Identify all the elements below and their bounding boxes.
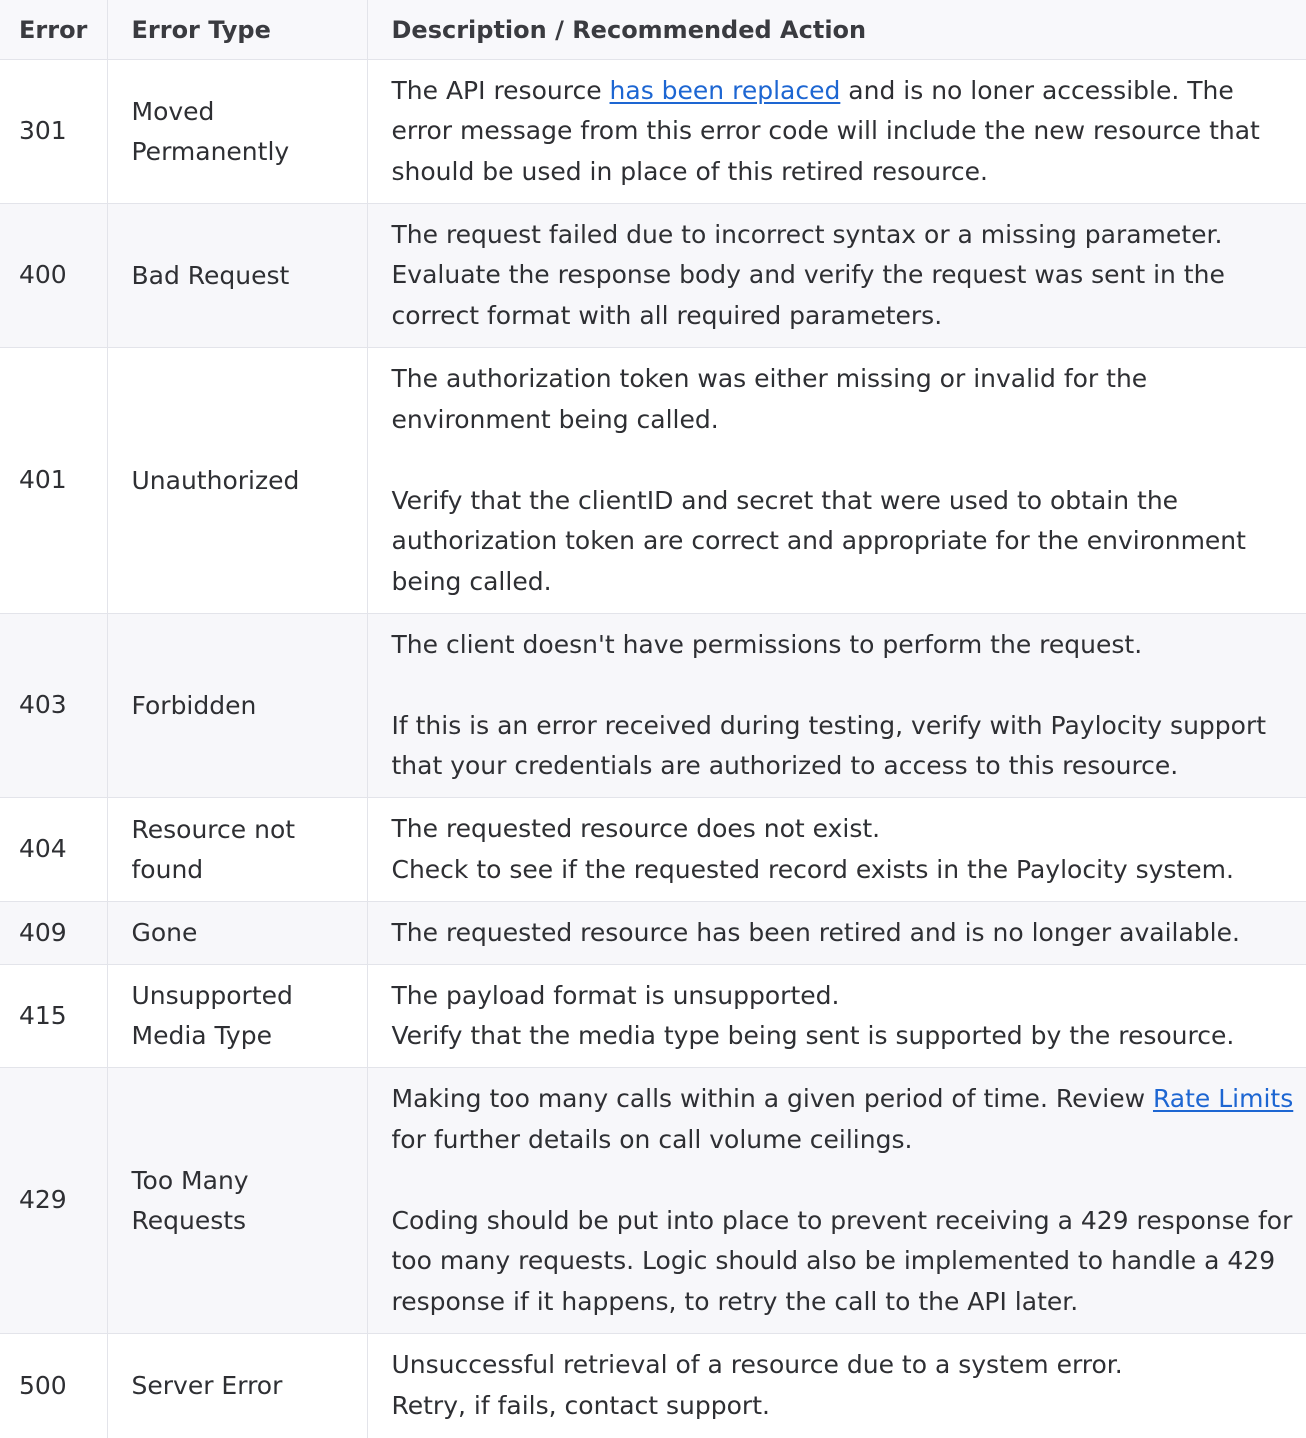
error-type: Resource not found — [107, 798, 367, 902]
error-code: 409 — [0, 902, 107, 965]
error-description — [367, 1334, 1306, 1438]
error-description — [367, 1068, 1306, 1334]
error-code: 301 — [0, 60, 107, 204]
has-been-replaced-link[interactable]: has been replaced — [609, 75, 841, 105]
description-paragraph: Coding should be put into place to prevent receiving a 429 response for too many requests. Logic should also be implemented to handle a 429 response if it happens, to retry the call to the API later. — [391, 1205, 1293, 1316]
error-code: 429 — [0, 1068, 107, 1334]
table-row — [0, 204, 1306, 348]
rate-limits-link[interactable]: Rate Limits — [1152, 1084, 1294, 1113]
table-header — [0, 0, 1306, 60]
error-description — [367, 965, 1306, 1068]
description-text: and is no loner accessible. The error message from this error code will include the new resource that should be used in place of this retired resource. — [391, 75, 1260, 186]
table-row — [0, 1334, 1306, 1438]
description-paragraph — [392, 1079, 1303, 1160]
description-paragraph: Verify that the clientID and secret that were used to obtain the authorization token are correct and appropriate for the environment being called. — [391, 485, 1246, 596]
error-description: The requested resource has been retired and is no longer available. — [367, 902, 1306, 965]
description-text: Making too many calls within a given period of time. Review — [391, 1084, 1153, 1113]
description-line: Verify that the media type being sent is supported by the resource. — [391, 1021, 1235, 1050]
error-type: Bad Request — [107, 204, 367, 348]
header-row — [0, 0, 1306, 60]
header-description: Description / Recommended Action — [367, 0, 1306, 60]
paragraph-spacer — [392, 440, 1303, 481]
description-line: Unsuccessful retrieval of a resource due to a system error. — [391, 1350, 1123, 1380]
table-row — [0, 348, 1306, 614]
header-error: Error — [0, 0, 107, 60]
table-row — [0, 902, 1306, 965]
description-text: for further details on call volume ceilings. — [391, 1124, 913, 1154]
error-code: 404 — [0, 798, 107, 902]
paragraph-spacer — [392, 1160, 1303, 1201]
error-description — [367, 60, 1306, 204]
error-description: The request failed due to incorrect syntax or a missing parameter. Evaluate the response body and verify the request was sent in the correct format with all required parameters. — [367, 204, 1306, 348]
error-type: Unauthorized — [107, 348, 367, 614]
error-type: Too Many Requests — [107, 1068, 367, 1334]
error-description — [367, 348, 1306, 614]
table-row — [0, 798, 1306, 902]
error-description — [367, 798, 1306, 902]
description-paragraph: If this is an error received during testing, verify with Paylocity support that your credentials are authorized to access to this resource. — [391, 710, 1267, 780]
error-type: Moved Permanently — [107, 60, 367, 204]
description-paragraph: The client doesn't have permissions to perform the request. — [391, 629, 1143, 659]
description-text: The API resource — [391, 75, 610, 105]
header-error-type: Error Type — [107, 0, 367, 60]
description-line: Check to see if the requested record exists in the Paylocity system. — [391, 854, 1234, 884]
error-type: Server Error — [107, 1334, 367, 1438]
description-line: The requested resource does not exist. — [391, 814, 881, 843]
error-type: Unsupported Media Type — [107, 965, 367, 1068]
error-code: 500 — [0, 1334, 107, 1438]
error-code: 415 — [0, 965, 107, 1068]
error-code: 401 — [0, 348, 107, 614]
table-body — [0, 60, 1306, 1438]
error-code: 400 — [0, 204, 107, 348]
table-row — [0, 965, 1306, 1068]
table-row — [0, 1068, 1306, 1334]
description-paragraph: The authorization token was either missing or invalid for the environment being called. — [391, 364, 1148, 434]
table-row — [0, 60, 1306, 204]
error-type: Forbidden — [107, 614, 367, 798]
error-code: 403 — [0, 614, 107, 798]
error-description — [367, 614, 1306, 798]
description-line: The payload format is unsupported. — [391, 980, 840, 1010]
description-line: Retry, if fails, contact support. — [391, 1390, 770, 1420]
paragraph-spacer — [392, 665, 1303, 706]
error-type: Gone — [107, 902, 367, 965]
table-row — [0, 614, 1306, 798]
